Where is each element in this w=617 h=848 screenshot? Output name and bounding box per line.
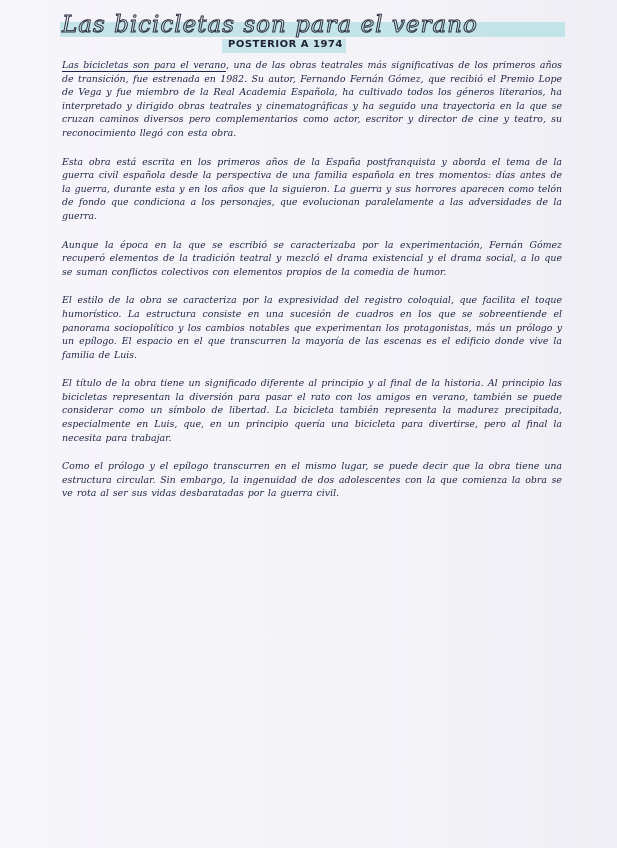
- paragraph-2: Esta obra está escrita en los primeros años de la España postfranquista y aborda el tema de la guerra civil española desde la perspectiva de una familia española en tres momentos: días antes de la guerra, durante esta y en los años que la siguieron. La guerra y sus horrores aparecen como telón de fondo que condiciona a los personajes, que evolucionan paralelamente a las adversidades de la guerra.: [62, 156, 562, 222]
- underlined-work-title: Las bicicletas son para el verano: [62, 60, 226, 71]
- paragraph-1-text: , una de las obras teatrales más significativas de los primeros años de transición, fue estrenada en 1982. Su autor, Fernando Fernán Gómez, que recibió el Premio Lope de Vega y fue miembro de la Real Academia Española, ha cultivado todos los géneros literarios, ha interpretado y dirigido obras teatrales y cinematográficas y ha seguido una trayectoria en la que se cruzan caminos diversos pero complementarios como actor, escritor y director de cine y teatro, su reconocimiento llegó con esta obra.: [62, 60, 562, 139]
- page-subtitle: POSTERIOR A 1974: [228, 39, 343, 50]
- paragraph-5: El título de la obra tiene un significado diferente al principio y al final de la historia. Al principio las bicicletas representan la diversión para pasar el rato con los amigos en verano, también se puede considerar como un símbolo de libertad. La bicicleta también representa la madurez precipitada, especialmente en Luis, que, en un principio quería una bicicleta para divertirse, pero al final la necesita para trabajar.: [62, 378, 562, 444]
- essay-body: [62, 59, 562, 516]
- page-title: Las bicicletas son para el verano: [62, 12, 478, 38]
- paragraph-3: Aunque la época en la que se escribió se caracterizaba por la experimentación, Fernán Gómez recuperó elementos de la tradición teatral y mezcló el drama existencial y el drama social, a lo que se suman conflictos colectivos con elementos propios de la comedia de humor.: [62, 239, 562, 278]
- paragraph-4: El estilo de la obra se caracteriza por la expresividad del registro coloquial, que facilita el toque humorístico. La estructura consiste en una sucesión de cuadros en los que se sobreentiende el panorama sociopolítico y los cambios notables que experimentan los protagonistas, más un prólogo y un epílogo. El espacio en el que transcurren la mayoría de las escenas es el edificio donde vive la familia de Luis.: [62, 295, 562, 361]
- paragraph-1: [62, 59, 562, 141]
- paragraph-6: Como el prólogo y el epílogo transcurren en el mismo lugar, se puede decir que la obra tiene una estructura circular. Sin embargo, la ingenuidad de dos adolescentes con la que comienza la obra se ve rota al ser sus vidas desbaratadas por la guerra civil.: [62, 461, 562, 500]
